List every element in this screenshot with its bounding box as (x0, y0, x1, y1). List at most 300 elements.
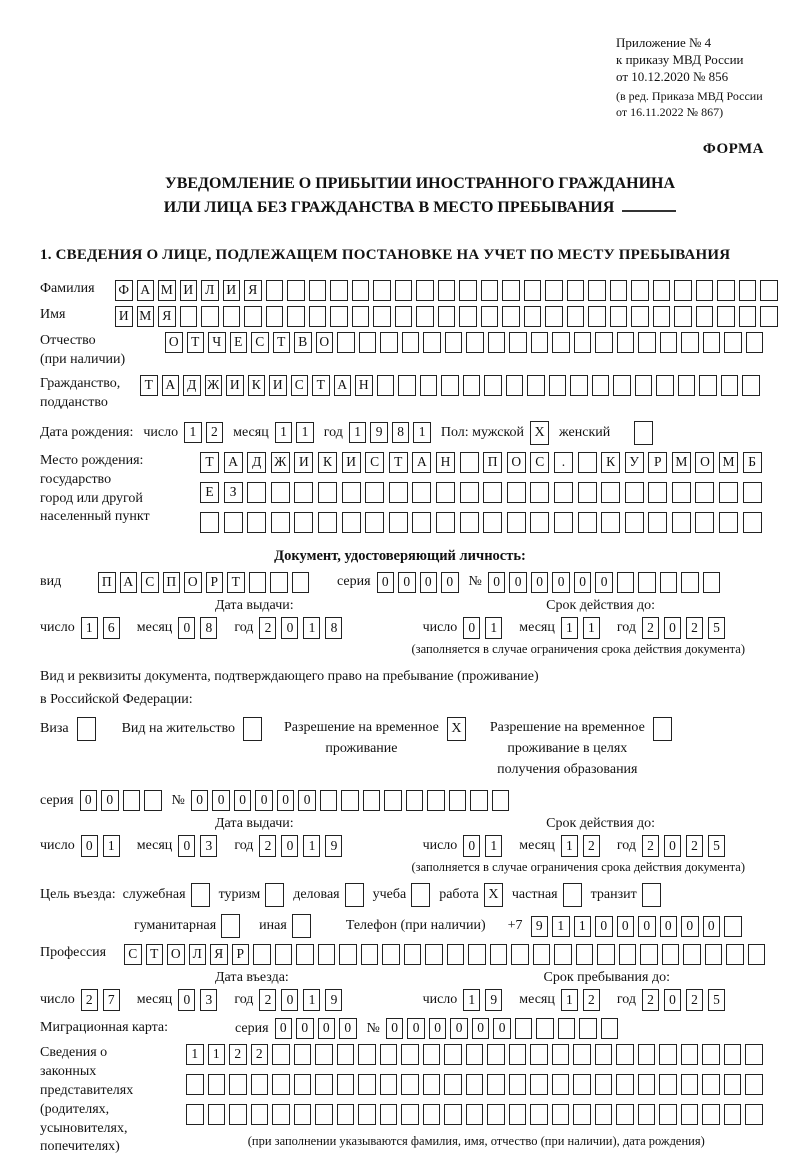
char-box[interactable]: 2 (251, 1044, 269, 1065)
char-box[interactable] (487, 1104, 505, 1125)
char-box[interactable] (466, 1104, 484, 1125)
char-box[interactable] (631, 280, 649, 301)
char-box[interactable]: И (226, 375, 244, 396)
char-box[interactable]: 0 (281, 617, 298, 639)
char-box[interactable] (610, 280, 628, 301)
char-box[interactable]: Р (232, 944, 250, 965)
char-box[interactable] (745, 1104, 763, 1125)
char-box[interactable] (616, 1104, 634, 1125)
char-box[interactable] (662, 944, 680, 965)
char-box[interactable] (406, 790, 424, 811)
char-box[interactable]: 2 (259, 989, 276, 1011)
char-box[interactable] (380, 1044, 398, 1065)
char-box[interactable] (613, 375, 631, 396)
char-box[interactable] (530, 1074, 548, 1095)
char-box[interactable] (638, 1104, 656, 1125)
char-box[interactable]: 1 (303, 989, 320, 1011)
char-box[interactable]: 5 (708, 617, 725, 639)
char-box[interactable] (416, 280, 434, 301)
char-box[interactable] (524, 280, 542, 301)
char-box[interactable] (444, 1104, 462, 1125)
char-box[interactable] (436, 512, 455, 533)
char-box[interactable] (389, 512, 408, 533)
char-box[interactable]: 0 (281, 989, 298, 1011)
char-box[interactable]: 9 (325, 989, 342, 1011)
char-box[interactable]: 1 (561, 617, 578, 639)
char-box[interactable] (412, 482, 431, 503)
char-box[interactable]: 0 (552, 572, 570, 593)
char-box[interactable] (578, 482, 597, 503)
char-box[interactable] (699, 375, 717, 396)
char-box[interactable] (342, 482, 361, 503)
char-box[interactable] (549, 375, 567, 396)
char-box[interactable] (287, 306, 305, 327)
char-box[interactable] (309, 280, 327, 301)
char-box[interactable]: 6 (103, 617, 120, 639)
char-box[interactable] (721, 375, 739, 396)
char-box[interactable]: 1 (485, 835, 502, 857)
char-box[interactable] (509, 1044, 527, 1065)
char-box[interactable] (617, 332, 635, 353)
char-box[interactable]: Ч (208, 332, 226, 353)
char-box[interactable]: О (167, 944, 185, 965)
char-box[interactable] (743, 512, 762, 533)
char-box[interactable]: Т (389, 452, 408, 473)
char-box[interactable]: 1 (561, 989, 578, 1011)
char-box[interactable] (739, 280, 757, 301)
char-box[interactable] (595, 332, 613, 353)
char-box[interactable] (287, 280, 305, 301)
char-box[interactable]: 1 (303, 617, 320, 639)
char-box[interactable] (681, 1044, 699, 1065)
char-box[interactable]: 0 (80, 790, 98, 811)
char-box[interactable] (247, 482, 266, 503)
char-box[interactable] (533, 944, 551, 965)
char-box[interactable] (294, 1104, 312, 1125)
char-box[interactable]: 1 (413, 422, 431, 443)
checkbox-humanitarian[interactable] (221, 914, 240, 938)
char-box[interactable]: С (530, 452, 549, 473)
char-box[interactable] (702, 1074, 720, 1095)
char-box[interactable] (251, 1074, 269, 1095)
char-box[interactable] (683, 944, 701, 965)
char-box[interactable] (672, 482, 691, 503)
char-box[interactable]: 0 (463, 835, 480, 857)
char-box[interactable] (275, 944, 293, 965)
char-box[interactable]: С (124, 944, 142, 965)
char-box[interactable] (719, 482, 738, 503)
checkbox-visa[interactable] (77, 717, 96, 741)
char-box[interactable]: 2 (583, 835, 600, 857)
char-box[interactable] (616, 1044, 634, 1065)
char-box[interactable] (395, 306, 413, 327)
char-box[interactable]: Д (183, 375, 201, 396)
char-box[interactable] (681, 572, 699, 593)
char-box[interactable] (315, 1074, 333, 1095)
char-box[interactable] (656, 375, 674, 396)
char-box[interactable] (373, 280, 391, 301)
char-box[interactable] (509, 332, 527, 353)
char-box[interactable] (483, 482, 502, 503)
char-box[interactable] (625, 512, 644, 533)
char-box[interactable]: П (483, 452, 502, 473)
char-box[interactable] (696, 306, 714, 327)
char-box[interactable]: 1 (349, 422, 367, 443)
char-box[interactable] (352, 306, 370, 327)
char-box[interactable] (460, 512, 479, 533)
char-box[interactable]: 2 (259, 617, 276, 639)
char-box[interactable]: Н (436, 452, 455, 473)
char-box[interactable]: Т (140, 375, 158, 396)
char-box[interactable] (459, 306, 477, 327)
char-box[interactable] (659, 1104, 677, 1125)
char-box[interactable]: Л (201, 280, 219, 301)
char-box[interactable]: 0 (617, 916, 635, 937)
char-box[interactable]: 3 (200, 835, 217, 857)
char-box[interactable] (695, 512, 714, 533)
char-box[interactable] (681, 1074, 699, 1095)
char-box[interactable]: 1 (103, 835, 120, 857)
char-box[interactable] (460, 452, 479, 473)
char-box[interactable] (294, 1044, 312, 1065)
char-box[interactable]: 1 (208, 1044, 226, 1065)
char-box[interactable]: 0 (660, 916, 678, 937)
char-box[interactable]: 8 (325, 617, 342, 639)
char-box[interactable]: 0 (296, 1018, 314, 1039)
char-box[interactable] (617, 572, 635, 593)
checkbox-temp-residence-education[interactable] (653, 717, 672, 741)
char-box[interactable] (487, 1044, 505, 1065)
char-box[interactable] (382, 944, 400, 965)
char-box[interactable] (702, 1104, 720, 1125)
char-box[interactable]: Т (146, 944, 164, 965)
char-box[interactable] (398, 375, 416, 396)
char-box[interactable] (315, 1104, 333, 1125)
char-box[interactable]: М (137, 306, 155, 327)
checkbox-commercial[interactable] (345, 883, 364, 907)
char-box[interactable]: 2 (642, 835, 659, 857)
char-box[interactable]: 0 (191, 790, 209, 811)
char-box[interactable]: 1 (296, 422, 314, 443)
char-box[interactable] (554, 482, 573, 503)
char-box[interactable]: 1 (583, 617, 600, 639)
char-box[interactable] (229, 1074, 247, 1095)
char-box[interactable] (660, 572, 678, 593)
char-box[interactable] (292, 572, 310, 593)
char-box[interactable]: Ж (205, 375, 223, 396)
char-box[interactable] (588, 306, 606, 327)
checkbox-temp-residence[interactable]: X (447, 717, 466, 741)
char-box[interactable] (358, 1044, 376, 1065)
char-box[interactable] (717, 280, 735, 301)
char-box[interactable] (438, 306, 456, 327)
char-box[interactable] (208, 1104, 226, 1125)
char-box[interactable] (463, 375, 481, 396)
char-box[interactable]: А (224, 452, 243, 473)
char-box[interactable] (468, 944, 486, 965)
char-box[interactable] (595, 1044, 613, 1065)
char-box[interactable]: 0 (531, 572, 549, 593)
char-box[interactable] (337, 1044, 355, 1065)
char-box[interactable]: 8 (392, 422, 410, 443)
char-box[interactable]: У (625, 452, 644, 473)
char-box[interactable]: 2 (686, 617, 703, 639)
char-box[interactable]: 0 (318, 1018, 336, 1039)
char-box[interactable] (420, 375, 438, 396)
char-box[interactable] (530, 512, 549, 533)
char-box[interactable] (507, 482, 526, 503)
char-box[interactable] (186, 1074, 204, 1095)
char-box[interactable] (509, 1104, 527, 1125)
char-box[interactable] (423, 1074, 441, 1095)
char-box[interactable] (144, 790, 162, 811)
char-box[interactable]: О (184, 572, 202, 593)
char-box[interactable]: С (365, 452, 384, 473)
char-box[interactable]: О (316, 332, 334, 353)
char-box[interactable] (180, 306, 198, 327)
char-box[interactable]: 0 (178, 617, 195, 639)
char-box[interactable] (363, 790, 381, 811)
char-box[interactable] (554, 512, 573, 533)
char-box[interactable]: К (318, 452, 337, 473)
char-box[interactable] (745, 1044, 763, 1065)
char-box[interactable]: 1 (275, 422, 293, 443)
char-box[interactable]: 2 (81, 989, 98, 1011)
char-box[interactable] (208, 1074, 226, 1095)
char-box[interactable]: 0 (664, 989, 681, 1011)
char-box[interactable] (638, 1074, 656, 1095)
char-box[interactable] (342, 512, 361, 533)
char-box[interactable] (483, 512, 502, 533)
char-box[interactable] (597, 944, 615, 965)
char-box[interactable]: 0 (638, 916, 656, 937)
char-box[interactable] (401, 1074, 419, 1095)
char-box[interactable]: 5 (708, 835, 725, 857)
char-box[interactable] (466, 1044, 484, 1065)
char-box[interactable] (365, 482, 384, 503)
char-box[interactable] (320, 790, 338, 811)
char-box[interactable] (229, 1104, 247, 1125)
char-box[interactable] (595, 1104, 613, 1125)
char-box[interactable] (384, 790, 402, 811)
char-box[interactable] (337, 1104, 355, 1125)
char-box[interactable] (492, 790, 510, 811)
char-box[interactable]: П (163, 572, 181, 593)
char-box[interactable]: 9 (531, 916, 549, 937)
char-box[interactable] (724, 1044, 742, 1065)
char-box[interactable] (681, 1104, 699, 1125)
char-box[interactable] (760, 280, 778, 301)
char-box[interactable]: Я (210, 944, 228, 965)
char-box[interactable] (423, 332, 441, 353)
char-box[interactable] (412, 512, 431, 533)
char-box[interactable] (251, 1104, 269, 1125)
char-box[interactable]: 0 (281, 835, 298, 857)
char-box[interactable] (309, 306, 327, 327)
char-box[interactable]: О (507, 452, 526, 473)
char-box[interactable]: 0 (212, 790, 230, 811)
checkbox-sex-male[interactable]: X (530, 421, 549, 445)
char-box[interactable] (318, 482, 337, 503)
char-box[interactable] (330, 280, 348, 301)
char-box[interactable]: К (248, 375, 266, 396)
char-box[interactable]: 1 (303, 835, 320, 857)
char-box[interactable]: И (342, 452, 361, 473)
char-box[interactable] (760, 306, 778, 327)
char-box[interactable] (601, 512, 620, 533)
char-box[interactable] (579, 1018, 597, 1039)
char-box[interactable]: И (223, 280, 241, 301)
char-box[interactable] (648, 512, 667, 533)
char-box[interactable] (619, 944, 637, 965)
char-box[interactable] (470, 790, 488, 811)
char-box[interactable]: . (554, 452, 573, 473)
char-box[interactable]: 1 (485, 617, 502, 639)
char-box[interactable]: М (672, 452, 691, 473)
char-box[interactable] (724, 332, 742, 353)
char-box[interactable] (380, 1104, 398, 1125)
char-box[interactable] (401, 1044, 419, 1065)
char-box[interactable] (659, 1074, 677, 1095)
char-box[interactable]: М (158, 280, 176, 301)
char-box[interactable] (377, 375, 395, 396)
char-box[interactable]: О (695, 452, 714, 473)
char-box[interactable] (635, 375, 653, 396)
char-box[interactable]: И (180, 280, 198, 301)
char-box[interactable] (695, 482, 714, 503)
char-box[interactable]: 9 (325, 835, 342, 857)
char-box[interactable] (441, 375, 459, 396)
char-box[interactable] (249, 572, 267, 593)
char-box[interactable] (674, 280, 692, 301)
char-box[interactable] (244, 306, 262, 327)
char-box[interactable]: 0 (277, 790, 295, 811)
char-box[interactable] (748, 944, 766, 965)
char-box[interactable] (724, 1074, 742, 1095)
char-box[interactable] (341, 790, 359, 811)
char-box[interactable]: 0 (255, 790, 273, 811)
char-box[interactable] (484, 375, 502, 396)
char-box[interactable] (223, 306, 241, 327)
char-box[interactable] (573, 1044, 591, 1065)
char-box[interactable]: Е (200, 482, 219, 503)
checkbox-business[interactable] (191, 883, 210, 907)
char-box[interactable]: 0 (681, 916, 699, 937)
char-box[interactable]: 2 (259, 835, 276, 857)
char-box[interactable]: 0 (386, 1018, 404, 1039)
char-box[interactable]: 2 (642, 989, 659, 1011)
char-box[interactable] (625, 482, 644, 503)
char-box[interactable] (330, 306, 348, 327)
char-box[interactable] (536, 1018, 554, 1039)
char-box[interactable] (743, 482, 762, 503)
char-box[interactable]: А (162, 375, 180, 396)
char-box[interactable] (365, 512, 384, 533)
char-box[interactable] (404, 944, 422, 965)
char-box[interactable]: 7 (103, 989, 120, 1011)
char-box[interactable]: 9 (485, 989, 502, 1011)
char-box[interactable]: 1 (574, 916, 592, 937)
char-box[interactable] (271, 512, 290, 533)
char-box[interactable]: 0 (420, 572, 438, 593)
char-box[interactable] (527, 375, 545, 396)
char-box[interactable] (447, 944, 465, 965)
char-box[interactable] (567, 306, 585, 327)
char-box[interactable] (427, 790, 445, 811)
char-box[interactable] (481, 280, 499, 301)
char-box[interactable]: Т (273, 332, 291, 353)
char-box[interactable] (253, 944, 271, 965)
char-box[interactable] (337, 1074, 355, 1095)
char-box[interactable] (588, 280, 606, 301)
char-box[interactable] (576, 944, 594, 965)
char-box[interactable] (739, 306, 757, 327)
char-box[interactable] (294, 1074, 312, 1095)
char-box[interactable] (724, 916, 742, 937)
char-box[interactable] (717, 306, 735, 327)
char-box[interactable] (578, 452, 597, 473)
char-box[interactable] (380, 1074, 398, 1095)
char-box[interactable] (511, 944, 529, 965)
char-box[interactable]: И (294, 452, 313, 473)
char-box[interactable] (296, 944, 314, 965)
char-box[interactable] (552, 1044, 570, 1065)
char-box[interactable] (425, 944, 443, 965)
char-box[interactable] (445, 332, 463, 353)
char-box[interactable] (578, 512, 597, 533)
char-box[interactable]: 0 (574, 572, 592, 593)
char-box[interactable] (224, 512, 243, 533)
char-box[interactable]: А (137, 280, 155, 301)
char-box[interactable] (745, 1074, 763, 1095)
char-box[interactable] (200, 512, 219, 533)
char-box[interactable] (123, 790, 141, 811)
char-box[interactable] (573, 1074, 591, 1095)
char-box[interactable] (294, 482, 313, 503)
char-box[interactable]: 0 (178, 835, 195, 857)
char-box[interactable] (592, 375, 610, 396)
char-box[interactable]: 1 (463, 989, 480, 1011)
char-box[interactable] (339, 944, 357, 965)
checkbox-transit[interactable] (642, 883, 661, 907)
char-box[interactable] (423, 1044, 441, 1065)
char-box[interactable]: Т (227, 572, 245, 593)
checkbox-residence-permit[interactable] (243, 717, 262, 741)
char-box[interactable] (703, 572, 721, 593)
char-box[interactable]: И (115, 306, 133, 327)
char-box[interactable] (595, 1074, 613, 1095)
char-box[interactable]: 0 (275, 1018, 293, 1039)
char-box[interactable] (490, 944, 508, 965)
char-box[interactable] (610, 306, 628, 327)
char-box[interactable] (552, 1104, 570, 1125)
char-box[interactable] (438, 280, 456, 301)
char-box[interactable]: 1 (184, 422, 202, 443)
char-box[interactable] (401, 1104, 419, 1125)
char-box[interactable]: Т (187, 332, 205, 353)
char-box[interactable] (488, 332, 506, 353)
char-box[interactable]: А (412, 452, 431, 473)
char-box[interactable]: 0 (298, 790, 316, 811)
char-box[interactable] (466, 1074, 484, 1095)
checkbox-private[interactable] (563, 883, 582, 907)
char-box[interactable]: Н (355, 375, 373, 396)
char-box[interactable] (358, 1074, 376, 1095)
char-box[interactable]: 0 (398, 572, 416, 593)
char-box[interactable]: 0 (595, 916, 613, 937)
char-box[interactable]: 0 (178, 989, 195, 1011)
char-box[interactable] (266, 306, 284, 327)
